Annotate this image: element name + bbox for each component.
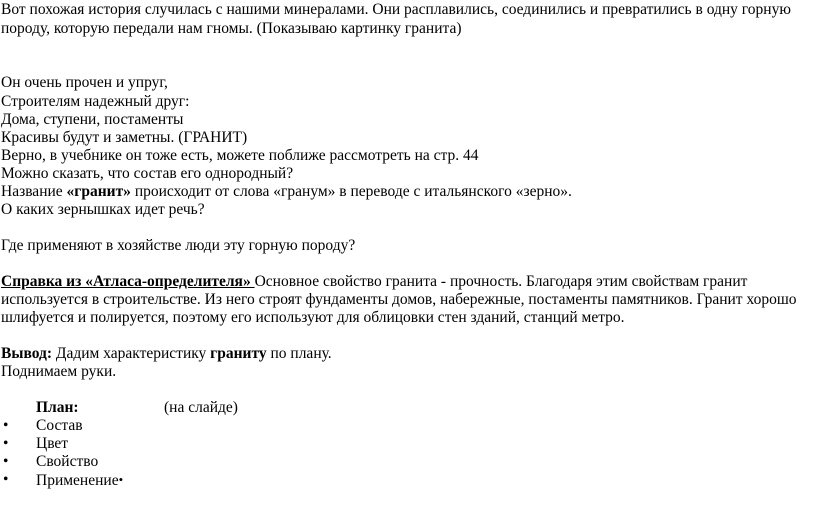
reference-line-2: используется в строительстве. Из него строят фундаменты домов, набережные, постаменты памятников. Гранит хорошо xyxy=(1,291,797,308)
bullet-icon: • xyxy=(3,453,9,470)
poem-line-2: Строителям надежный друг: xyxy=(1,93,190,110)
usage-question: Где применяют в хозяйстве люди эту горную породу? xyxy=(1,237,356,254)
grains-question: О каких зернышках идет речь? xyxy=(1,201,205,218)
plan-item: Свойство xyxy=(36,453,99,470)
conclusion-line xyxy=(1,345,332,363)
conclusion-label: Вывод: xyxy=(1,345,53,362)
reference-text-1: Основное свойство гранита - прочность. Благодаря этим свойствам гранит xyxy=(254,273,748,290)
bullet-icon: • xyxy=(3,471,9,488)
plan-item: Применение xyxy=(36,472,119,489)
name-origin-prefix: Название xyxy=(1,183,67,200)
intro-line-1: Вот похожая история случилась с нашими минералами. Они расплавились, соединились и превратились в одну горную xyxy=(1,1,791,18)
poem-line-4: Красивы будут и заметны. (ГРАНИТ) xyxy=(1,129,248,146)
bullet-icon: • xyxy=(3,417,9,434)
plan-item: Цвет xyxy=(36,435,69,452)
reference-line-1 xyxy=(1,273,747,291)
conclusion-bold-word: граниту xyxy=(210,345,267,362)
trailing-bullet-icon: • xyxy=(118,472,124,487)
reference-label: Справка из «Атласа-определителя» xyxy=(1,273,255,290)
reference-line-3: шлифуется и полируется, поэтому его используют для облицовки стен зданий, станций метро. xyxy=(1,309,625,326)
granite-term: «гранит» xyxy=(66,183,131,200)
poem-line-3: Дома, ступени, постаменты xyxy=(1,111,184,128)
intro-line-2: породу, которую передали нам гномы. (Показываю картинку гранита) xyxy=(1,20,462,37)
plan-item-with-dot xyxy=(36,471,123,490)
plan-item: Состав xyxy=(36,417,83,434)
name-origin-line xyxy=(1,183,572,201)
plan-title: План: xyxy=(36,399,79,416)
raise-hands-line: Поднимаем руки. xyxy=(1,363,117,380)
textbook-line-1: Верно, в учебнике он тоже есть, можете поближе рассмотреть на стр. 44 xyxy=(1,147,479,164)
bullet-icon: • xyxy=(3,435,9,452)
plan-note: (на слайде) xyxy=(164,399,238,416)
conclusion-text-1: Дадим характеристику xyxy=(52,345,211,362)
poem-line-1: Он очень прочен и упруг, xyxy=(1,74,168,91)
conclusion-text-2: по плану. xyxy=(266,345,332,362)
name-origin-suffix: происходит от слова «гранум» в переводе с итальянского «зерно». xyxy=(130,183,572,200)
textbook-line-2: Можно сказать, что состав его однородный? xyxy=(1,165,294,182)
